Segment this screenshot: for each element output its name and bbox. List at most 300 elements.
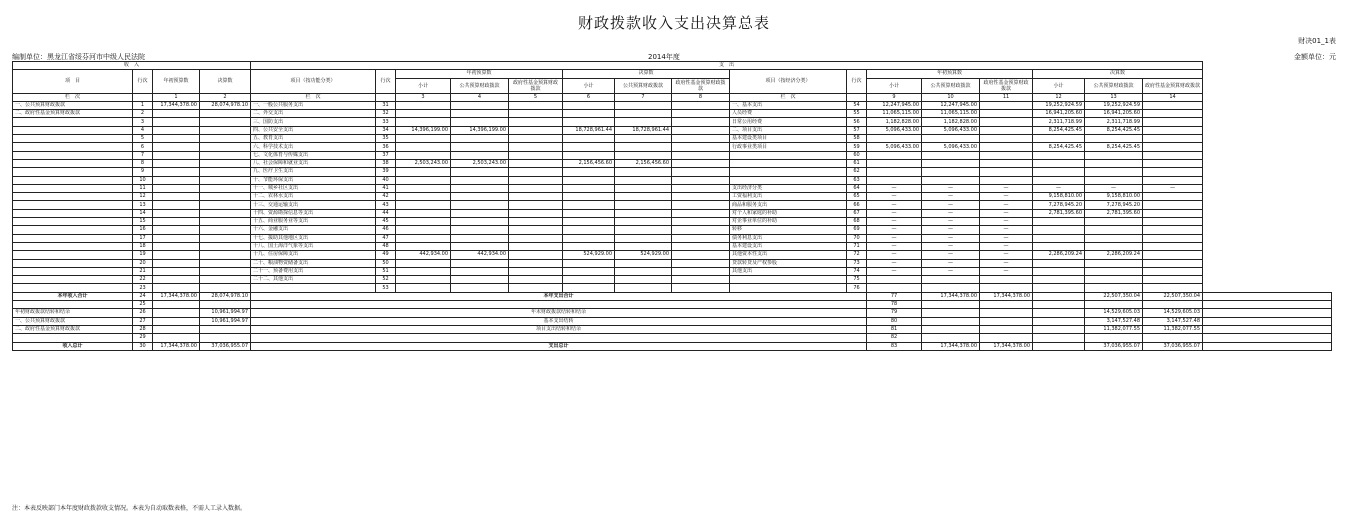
income-final <box>200 301 251 309</box>
row-number: 4 <box>133 126 153 134</box>
expense-value <box>615 176 672 184</box>
row-number: 3 <box>133 118 153 126</box>
row-number: 63 <box>847 176 867 184</box>
expense-value <box>672 218 730 226</box>
row-number: 44 <box>376 209 396 217</box>
col-final-group: 决算数 <box>563 70 730 78</box>
row-number: 68 <box>847 218 867 226</box>
income-budget <box>153 118 200 126</box>
col-subtotal: 小计 <box>396 78 451 93</box>
expense-item: 一、一般公共服务支出 <box>251 101 376 109</box>
row-number: 83 <box>867 342 922 350</box>
expense-value <box>563 110 615 118</box>
income-final <box>200 325 251 333</box>
expense-value <box>672 135 730 143</box>
income-final <box>200 126 251 134</box>
row-number: 37 <box>376 151 396 159</box>
income-item <box>13 126 133 134</box>
table-row <box>13 193 1332 201</box>
expense-value <box>509 234 563 242</box>
column-number: 11 <box>980 93 1033 101</box>
income-budget <box>153 110 200 118</box>
expense-item: 六、科学技术支出 <box>251 143 376 151</box>
row-number: 5 <box>133 135 153 143</box>
income-item <box>13 176 133 184</box>
expense-value <box>615 276 672 284</box>
report-title: 财政拨款收入支出决算总表 <box>577 14 770 32</box>
row-number: 76 <box>847 284 867 292</box>
income-final <box>200 218 251 226</box>
table-row <box>13 209 1332 217</box>
expense-econ-value <box>867 284 922 292</box>
table-row <box>13 251 1332 259</box>
expense-econ-value: 11,065,115.00 <box>867 110 922 118</box>
row-number: 49 <box>376 251 396 259</box>
carryover-value <box>980 325 1033 333</box>
income-budget <box>153 143 200 151</box>
col-public: 公共预算财政拨款 <box>615 78 672 93</box>
expense-econ-value <box>980 151 1033 159</box>
income-budget <box>153 176 200 184</box>
expense-value <box>672 184 730 192</box>
income-item <box>13 242 133 250</box>
column-number: 9 <box>867 93 922 101</box>
expense-item: 十一、城乡社区支出 <box>251 184 376 192</box>
expense-value <box>509 126 563 134</box>
row-number: 9 <box>133 168 153 176</box>
row-number: 77 <box>867 292 922 300</box>
expense-econ-value <box>1143 135 1203 143</box>
income-item <box>13 251 133 259</box>
expense-value <box>509 242 563 250</box>
expense-econ-value <box>1143 143 1203 151</box>
income-item <box>13 168 133 176</box>
table-cell <box>376 93 396 101</box>
row-number: 55 <box>847 110 867 118</box>
expense-econ-value: — <box>922 242 980 250</box>
expense-econ-value <box>1033 159 1085 167</box>
column-number: 12 <box>1033 93 1085 101</box>
grand-total-row <box>13 342 1332 350</box>
expense-item: 十三、交通运输支出 <box>251 201 376 209</box>
expense-value <box>396 193 451 201</box>
carryover-value <box>980 309 1033 317</box>
expense-econ-value: — <box>922 209 980 217</box>
table-row <box>13 276 1332 284</box>
income-final <box>200 209 251 217</box>
expense-econ-value: — <box>980 234 1033 242</box>
row-number: 46 <box>376 226 396 234</box>
expense-value <box>451 151 509 159</box>
expense-value <box>451 284 509 292</box>
col-budget-group2: 年初预算数 <box>867 70 1033 78</box>
income-budget <box>153 309 200 317</box>
expense-econ-value <box>1085 242 1143 250</box>
grand-expense-value <box>1033 342 1085 350</box>
income-item <box>13 276 133 284</box>
expense-value <box>672 143 730 151</box>
row-number: 82 <box>867 334 922 342</box>
carryover-value <box>980 317 1033 325</box>
expense-value <box>451 184 509 192</box>
row-number: 64 <box>847 184 867 192</box>
expense-value <box>509 259 563 267</box>
income-final <box>200 234 251 242</box>
expense-value <box>615 267 672 275</box>
carryover-value: 14,529,605.03 <box>1143 309 1203 317</box>
expense-econ-item: 贷款转贷及产权参股 <box>730 259 847 267</box>
expense-econ-value: 5,096,433.00 <box>867 126 922 134</box>
expense-value <box>615 209 672 217</box>
expense-econ-item: 对企事业单位的补助 <box>730 218 847 226</box>
expense-econ-value: — <box>980 259 1033 267</box>
income-budget <box>153 184 200 192</box>
expense-item: 七、文化体育与传媒支出 <box>251 151 376 159</box>
expense-value <box>672 118 730 126</box>
expense-econ-value: 2,311,718.99 <box>1033 118 1085 126</box>
income-item <box>13 193 133 201</box>
income-item: 二、政府性基金预算财政拨款 <box>13 110 133 118</box>
expense-econ-value <box>1033 218 1085 226</box>
col-subtotal: 小计 <box>1033 78 1085 93</box>
income-item <box>13 334 133 342</box>
expense-value <box>396 176 451 184</box>
carryover-value <box>922 334 980 342</box>
expense-econ-value <box>1033 226 1085 234</box>
row-number: 70 <box>847 234 867 242</box>
expense-value <box>615 151 672 159</box>
row-number: 19 <box>133 251 153 259</box>
row-number: 38 <box>376 159 396 167</box>
expense-econ-item: 支出经济分类 <box>730 184 847 192</box>
expense-value <box>451 201 509 209</box>
expense-econ-value <box>1143 159 1203 167</box>
expense-econ-value: 5,096,433.00 <box>867 143 922 151</box>
expense-econ-item: 行政事业类项目 <box>730 143 847 151</box>
expense-value <box>451 267 509 275</box>
expense-header: 支 出 <box>251 62 1203 70</box>
carryover-value <box>1033 309 1085 317</box>
expense-econ-value: — <box>867 259 922 267</box>
org-name: 编制单位：黑龙江省绥芬河市中级人民法院 <box>12 53 145 61</box>
income-final: 10,961,994.97 <box>200 317 251 325</box>
expense-econ-value: 8,254,425.45 <box>1033 143 1085 151</box>
expense-value <box>563 184 615 192</box>
col-public: 公共预算财政拨款 <box>1085 78 1143 93</box>
expense-value <box>509 251 563 259</box>
expense-econ-value <box>867 151 922 159</box>
row-number: 34 <box>376 126 396 134</box>
row-number: 66 <box>847 201 867 209</box>
expense-value <box>451 143 509 151</box>
table-cell <box>847 93 867 101</box>
expense-value <box>615 234 672 242</box>
row-number: 26 <box>133 309 153 317</box>
expense-value <box>509 226 563 234</box>
expense-value <box>615 201 672 209</box>
expense-econ-value <box>1085 159 1143 167</box>
expense-value <box>396 118 451 126</box>
row-number: 59 <box>847 143 867 151</box>
expense-econ-value <box>1143 251 1203 259</box>
income-final <box>200 184 251 192</box>
expense-econ-item: 商品和服务支出 <box>730 201 847 209</box>
expense-item: 二、外交支出 <box>251 110 376 118</box>
expense-econ-value <box>980 126 1033 134</box>
expense-item: 十九、住房保障支出 <box>251 251 376 259</box>
expense-value <box>396 276 451 284</box>
row-number: 58 <box>847 135 867 143</box>
expense-econ-value: 2,781,395.60 <box>1085 209 1143 217</box>
expense-econ-item: 基本建设支出 <box>730 242 847 250</box>
expense-total-value: 22,507,350.04 <box>1143 292 1203 300</box>
expense-econ-value: 5,096,433.00 <box>922 143 980 151</box>
year-income-total-label: 本年收入合计 <box>13 292 133 300</box>
expense-econ-value <box>1085 259 1143 267</box>
income-final <box>200 334 251 342</box>
income-budget: 17,344,378.00 <box>153 101 200 109</box>
row-number: 61 <box>847 159 867 167</box>
expense-item: 三、国防支出 <box>251 118 376 126</box>
expense-econ-value <box>1085 284 1143 292</box>
expense-value <box>615 110 672 118</box>
carryover-value <box>1203 325 1332 333</box>
col-public: 公共预算财政拨款 <box>922 78 980 93</box>
expense-econ-value: 12,247,945.00 <box>867 101 922 109</box>
grand-income-label: 收入总计 <box>13 342 133 350</box>
expense-item <box>251 284 376 292</box>
row-number: 45 <box>376 218 396 226</box>
income-budget <box>153 201 200 209</box>
carryover-value <box>1203 309 1332 317</box>
expense-value <box>672 226 730 234</box>
expense-econ-item: 转移 <box>730 226 847 234</box>
expense-value <box>451 110 509 118</box>
row-number: 23 <box>133 284 153 292</box>
expense-value <box>615 135 672 143</box>
row-number: 2 <box>133 110 153 118</box>
carryover-value: 11,382,077.55 <box>1143 325 1203 333</box>
expense-value <box>672 259 730 267</box>
expense-value <box>451 218 509 226</box>
expense-econ-value: — <box>922 234 980 242</box>
expense-econ-item <box>730 276 847 284</box>
expense-value <box>563 135 615 143</box>
expense-value <box>396 135 451 143</box>
carryover-value <box>1203 317 1332 325</box>
expense-econ-value: — <box>867 267 922 275</box>
expense-value <box>615 284 672 292</box>
expense-value <box>509 267 563 275</box>
col-exp-row-no2: 行次 <box>847 70 867 93</box>
column-number: 2 <box>200 93 251 101</box>
income-budget <box>153 284 200 292</box>
expense-econ-value <box>1143 226 1203 234</box>
row-number: 22 <box>133 276 153 284</box>
expense-value <box>615 218 672 226</box>
income-final: 10,961,994.97 <box>200 309 251 317</box>
row-number: 25 <box>133 301 153 309</box>
table-row <box>13 267 1332 275</box>
row-number: 78 <box>867 301 922 309</box>
table-row <box>13 259 1332 267</box>
table-row <box>13 226 1332 234</box>
row-number: 81 <box>867 325 922 333</box>
carryover-value: 3,147,527.48 <box>1143 317 1203 325</box>
expense-value <box>672 234 730 242</box>
expense-econ-value: — <box>867 218 922 226</box>
carryover-value <box>1143 301 1203 309</box>
expense-econ-value: — <box>867 234 922 242</box>
expense-econ-item <box>730 284 847 292</box>
expense-econ-value: — <box>980 251 1033 259</box>
row-number: 21 <box>133 267 153 275</box>
income-header: 收 入 <box>13 62 251 70</box>
expense-econ-value: — <box>922 226 980 234</box>
expense-value <box>509 201 563 209</box>
carryover-value <box>922 309 980 317</box>
income-final <box>200 242 251 250</box>
carryover-value <box>1085 334 1143 342</box>
col-item: 项 目 <box>13 70 133 93</box>
row-number: 75 <box>847 276 867 284</box>
row-number: 54 <box>847 101 867 109</box>
col-fund: 政府性基金预算财政拨款 <box>509 78 563 93</box>
table-row <box>13 234 1332 242</box>
income-final <box>200 168 251 176</box>
expense-econ-value <box>922 176 980 184</box>
expense-value: 18,728,961.44 <box>615 126 672 134</box>
income-final <box>200 176 251 184</box>
expense-econ-value <box>980 159 1033 167</box>
carryover-value <box>1033 325 1085 333</box>
table-row <box>13 334 1332 342</box>
form-number: 财决01_1表 <box>1298 37 1336 45</box>
table-row <box>13 143 1332 151</box>
expense-econ-value: 12,247,945.00 <box>922 101 980 109</box>
expense-value <box>396 201 451 209</box>
income-budget <box>153 276 200 284</box>
expense-value <box>563 226 615 234</box>
income-budget <box>153 334 200 342</box>
row-number: 41 <box>376 184 396 192</box>
col-public: 公共预算财政拨款 <box>451 78 509 93</box>
table-row <box>13 135 1332 143</box>
expense-econ-value <box>1033 135 1085 143</box>
expense-econ-value <box>1033 176 1085 184</box>
expense-item: 十四、资源勘探信息等支出 <box>251 209 376 217</box>
income-budget <box>153 242 200 250</box>
expense-value <box>672 242 730 250</box>
carryover-label <box>251 301 867 309</box>
expense-econ-value <box>1033 168 1085 176</box>
unit-line <box>12 52 1336 61</box>
expense-item: 四、公共安全支出 <box>251 126 376 134</box>
row-number: 67 <box>847 209 867 217</box>
row-number: 11 <box>133 184 153 192</box>
row-number: 8 <box>133 159 153 167</box>
expense-econ-value: 11,065,115.00 <box>922 110 980 118</box>
expense-value: 2,503,243.00 <box>451 159 509 167</box>
expense-value <box>615 259 672 267</box>
row-number: 53 <box>376 284 396 292</box>
expense-econ-value: — <box>980 209 1033 217</box>
expense-econ-item: 工资福利支出 <box>730 193 847 201</box>
expense-econ-item: 人员经费 <box>730 110 847 118</box>
expense-econ-value: 2,286,209.24 <box>1085 251 1143 259</box>
expense-total-value: 22,507,350.04 <box>1085 292 1143 300</box>
row-number: 32 <box>376 110 396 118</box>
expense-value <box>615 168 672 176</box>
table-row <box>13 201 1332 209</box>
expense-econ-value <box>1033 259 1085 267</box>
expense-econ-value <box>922 276 980 284</box>
expense-econ-value <box>1143 176 1203 184</box>
row-number: 12 <box>133 193 153 201</box>
row-number: 17 <box>133 234 153 242</box>
carryover-value <box>1033 334 1085 342</box>
expense-value <box>451 135 509 143</box>
expense-value <box>451 101 509 109</box>
row-number: 28 <box>133 325 153 333</box>
expense-econ-value <box>980 284 1033 292</box>
income-item: 年初财政拨款结转和结余 <box>13 309 133 317</box>
expense-econ-value <box>1033 267 1085 275</box>
expense-value <box>396 218 451 226</box>
expense-econ-value: — <box>922 259 980 267</box>
row-number: 50 <box>376 259 396 267</box>
expense-econ-value <box>1143 259 1203 267</box>
carryover-value: 11,382,077.55 <box>1085 325 1143 333</box>
table-row <box>13 110 1332 118</box>
table-row <box>13 159 1332 167</box>
expense-value <box>451 168 509 176</box>
expense-value <box>672 176 730 184</box>
expense-econ-value: — <box>980 218 1033 226</box>
expense-total-value <box>1033 292 1085 300</box>
income-item <box>13 143 133 151</box>
income-final <box>200 151 251 159</box>
expense-value <box>451 118 509 126</box>
column-number: 8 <box>672 93 730 101</box>
expense-value <box>563 234 615 242</box>
expense-econ-value <box>980 276 1033 284</box>
row-number: 31 <box>376 101 396 109</box>
expense-value <box>563 201 615 209</box>
income-item <box>13 151 133 159</box>
expense-item: 九、医疗卫生支出 <box>251 168 376 176</box>
expense-econ-value <box>922 159 980 167</box>
col-final: 决算数 <box>200 70 251 93</box>
expense-value <box>396 226 451 234</box>
row-number: 65 <box>847 193 867 201</box>
col-exp-item: 项目（按功能分类） <box>251 70 376 93</box>
row-number: 48 <box>376 242 396 250</box>
expense-value <box>563 218 615 226</box>
table-row <box>13 101 1332 109</box>
expense-econ-item: 二、项目支出 <box>730 126 847 134</box>
carryover-value: 3,147,527.48 <box>1085 317 1143 325</box>
income-budget <box>153 317 200 325</box>
row-number: 14 <box>133 209 153 217</box>
expense-econ-value <box>1033 242 1085 250</box>
income-final <box>200 267 251 275</box>
carryover-value <box>1033 301 1085 309</box>
col-budget-group: 年初预算数 <box>396 70 563 78</box>
expense-econ-value: — <box>922 218 980 226</box>
row-number: 39 <box>376 168 396 176</box>
expense-value <box>396 184 451 192</box>
